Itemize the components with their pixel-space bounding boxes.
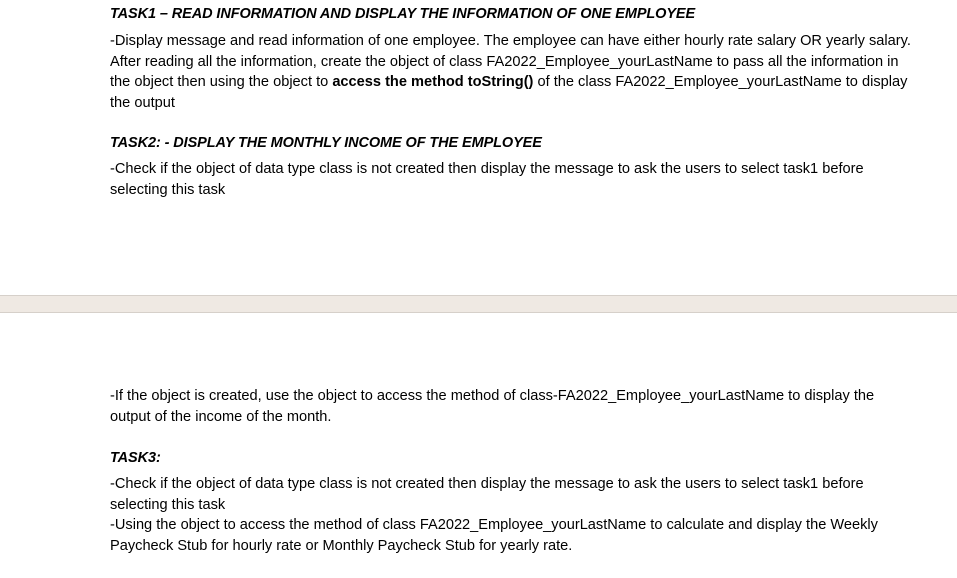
page-break bbox=[0, 295, 957, 313]
task2-paragraph-2: -If the object is created, use the object to access the method of class-FA2022_Employee_yourLastName to display the output of the income of the month. bbox=[110, 388, 875, 425]
task1-bold-text: access the method toString() bbox=[332, 74, 534, 90]
document-page-bottom bbox=[0, 313, 957, 578]
task3-paragraph-2: -Using the object to access the method of class FA2022_Employee_yourLastName to calculate and display the Weekly Paycheck Stub for hourly rate or Monthly Paycheck Stub for yearly rate. bbox=[110, 517, 878, 554]
task2-heading: TASK2: - DISPLAY THE MONTHLY INCOME OF THE EMPLOYEE bbox=[110, 135, 542, 151]
task3-heading: TASK3: bbox=[110, 450, 161, 466]
task1-text-end: of the class FA2022_Employee_yourLastName to display the output bbox=[110, 74, 908, 111]
task2-paragraph-1: -Check if the object of data type class is not created then display the message to ask the users to select task1 before selecting this task bbox=[110, 161, 864, 198]
task3-paragraph-1: -Check if the object of data type class is not created then display the message to ask the users to select task1 before selecting this task bbox=[110, 476, 864, 513]
task1-heading: TASK1 – READ INFORMATION AND DISPLAY THE INFORMATION OF ONE EMPLOYEE bbox=[110, 6, 696, 22]
task1-paragraph bbox=[110, 31, 915, 113]
task1-text: -Display message and read information of one employee. The employee can have either hourly rate salary OR yearly salary. After reading all the information, create the object of class FA2022_Employee_yourLastName to pass all the information in the object then using the object to bbox=[110, 33, 911, 90]
